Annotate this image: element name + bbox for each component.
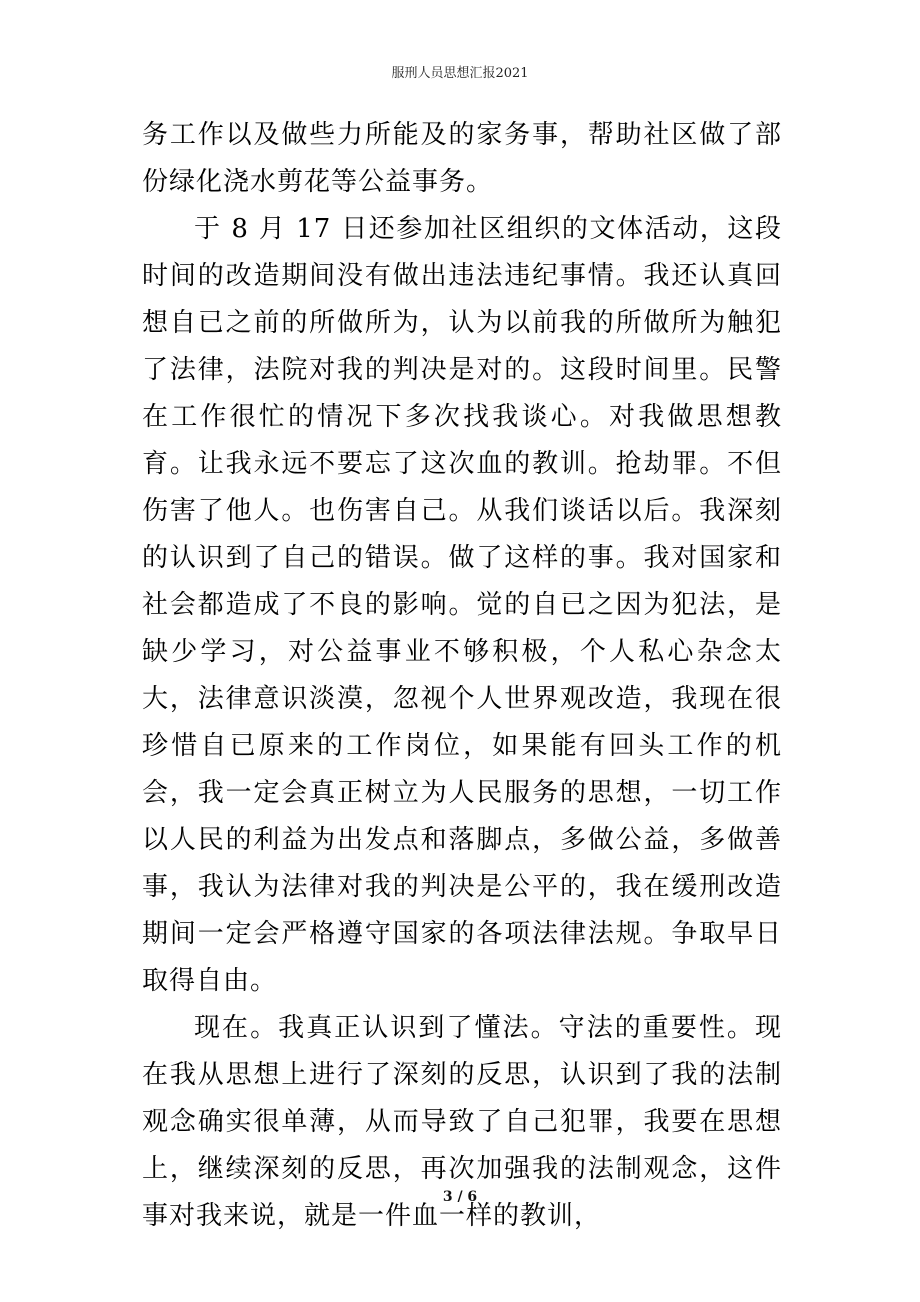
page-number: 3 / 6: [442, 1189, 478, 1205]
paragraph-continuation: 务工作以及做些力所能及的家务事，帮助社区做了部份绿化浇水剪花等公益事务。: [142, 120, 782, 197]
document-body: [142, 112, 782, 1240]
paragraph-realization: 现在。我真正认识到了懂法。守法的重要性。现在我从思想上进行了深刻的反思，认识到了我的法制观念确实很单薄，从而导致了自己犯罪，我要在思想上，继续深刻的反思，再次加强我的法制观念，这件事对我来说，就是一件血一样的教训，: [142, 1013, 782, 1231]
running-header: 服刑人员思想汇报2021: [391, 66, 529, 81]
paragraph-reflection: 于 8 月 17 日还参加社区组织的文体活动，这段时间的改造期间没有做出违法违纪事情。我还认真回想自已之前的所做所为，认为以前我的所做所为触犯了法律，法院对我的判决是对的。这段时间里。民警在工作很忙的情况下多次找我谈心。对我做思想教育。让我永远不要忘了这次血的教训。抢劫罪。不但伤害了他人。也伤害自己。从我们谈话以后。我深刻的认识到了自己的错误。做了这样的事。我对国家和社会都造成了不良的影响。觉的自已之因为犯法，是缺少学习，对公益事业不够积极，个人私心杂念太大，法律意识淡漠，忽视个人世界观改造，我现在很珍惜自已原来的工作岗位，如果能有回头工作的机会，我一定会真正树立为人民服务的思想，一切工作以人民的利益为出发点和落脚点，多做公益，多做善事，我认为法律对我的判决是公平的，我在缓刑改造期间一定会严格遵守国家的各项法律法规。争取早日取得自由。: [142, 214, 782, 996]
